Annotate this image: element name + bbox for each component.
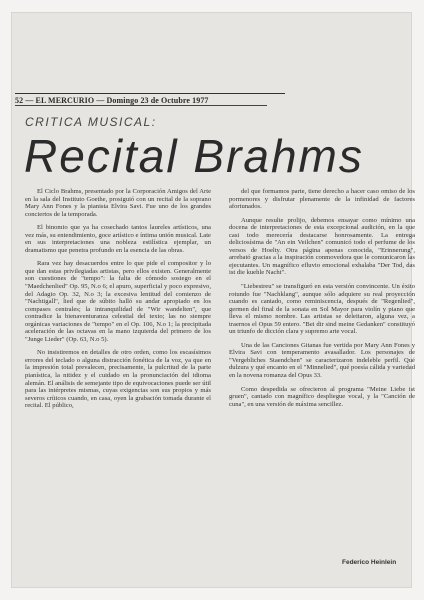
paragraph: No insistiremos en detalles de otro orden, como los escasísimos errores del teclado o alguna distracción fonética de la voz, ya que en la impresión total prevalecen, precisamente, la pulcritud de la parte pianística, la nitidez y el cuidado en la pronunciación del idioma alemán. El análisis de semejante tipo de equivocaciones puede ser útil para las intérpretes mismas, cuyas exigencias son sus propios y más severos críticos cuando, en casa, oyen la grabación tomada durante el recital. El público, [25, 349, 211, 410]
author-signature: Federico Heinlein [342, 559, 397, 566]
paragraph: Una de las Canciones Gitanas fue vertida por Mary Ann Fones y Elvira Savi con temperamento avasallador. Los personajes de "Vergebliches Staendchen" se caracterizaron indeleble perfil. Qué dulzura y qué encanto en el "Minnelied", qué poesía cálida y variedad en la novena romanza del Opus 33. [229, 341, 415, 380]
page-header: 52 — EL MERCURIO — Domingo 23 de Octubre 1977 [15, 93, 285, 105]
paragraph: El binomio que ya ha cosechado tantos laureles artísticos, una vez más, su entendimiento, goce artístico e íntima unión musical. Late en sus interpretaciones una nobleza estilística ejemplar, un dramatismo que penetra profundo en la esencia de las obras. [25, 224, 211, 254]
paragraph: "Liebestreu" se transfiguró en esta versión convincente. Un éxito rotundo fue "Nachklang", aunque sólo adquiere su real proyección cuando es cantado, como reminiscencia, después de "Regenlied", germen del final de la sonata en Sol Mayor para violín y piano que lleva el mismo nombre. Las artistas se deleitaron, alguna vez, a traernos el Opus 59 entero. "Bei dir sind meine Gedanken" constituyó un triunfo de dicción clara y supremo arte vocal. [229, 283, 415, 336]
header-rule [15, 105, 267, 106]
article-column-left [25, 188, 211, 588]
article-title: Recital Brahms [24, 130, 364, 182]
newspaper-clipping [11, 12, 415, 588]
paragraph: El Ciclo Brahms, presentado por la Corporación Amigos del Arte en la sala del Instituto Goethe, prosiguió con un recital de la soprano Mary Ann Fones y la pianista Elvira Savi. Fue uno de los grandes conciertos de la temporada. [25, 188, 211, 218]
page-number: 52 [15, 96, 24, 105]
article-column-right [229, 188, 415, 588]
paragraph: Como despedida se ofrecieron al programa "Meine Liebe ist gruen", cantado con magnífico despliegue vocal, y la "Canción de cuna", en una versión de máxima sencillez. [229, 385, 415, 408]
paragraph: del que formamos parte, tiene derecho a hacer caso omiso de los pormenores y disfrutar plenamente de la infinidad de factores afortunados. [229, 188, 415, 211]
paragraph: Aunque resulte prolijo, debemos ensayar como mínimo una docena de interpretaciones de esta excepcional audición, en la que casi todo merecería destacarse honrosamente. La entrega deliciosísima de "An ein Veilchen" comunicó todo el perfume de los versos de Hoelty. Otra página apenas conocida, "Erinnerung", arrebató gracias a la inspiración conmovedora que le comunicaron las ejecutantes. Un magnífico efluvio emocional exhalaba "Der Tod, das ist die kuehle Nacht". [229, 216, 415, 277]
section-label: CRITICA MUSICAL: [25, 115, 157, 129]
paragraph: Rara vez hay desacuerdos entre lo que pide el compositor y lo que dan estas privilegiadas artistas, pero ellos existen. Generalmente son cuestiones de "tempo": la falta de cómodo sosiego en el "Maedchenlied" Op. 95, N.o 6; el apuro, superficial y poco expresivo, del Adagio Op. 32, N.o 3; la excesiva lentitud del comienzo de "Nachtigall", lied que de súbito halló su andar apropiado en los compases centrales; la intranquilidad de "Wir wandelten", que contradice la bienaventuranza celestial del texto; las no siempre orgánicas variaciones de "tempo" en el Op. 106, N.o 1; la precipitada aceleración de las octavas en la mano izquierda del primero de los "Junge Lieder" (Op. 63, N.o 5). [25, 260, 211, 343]
publication-date: Domingo 23 de Octubre 1977 [106, 96, 209, 105]
newspaper-name: EL MERCURIO [35, 96, 95, 105]
